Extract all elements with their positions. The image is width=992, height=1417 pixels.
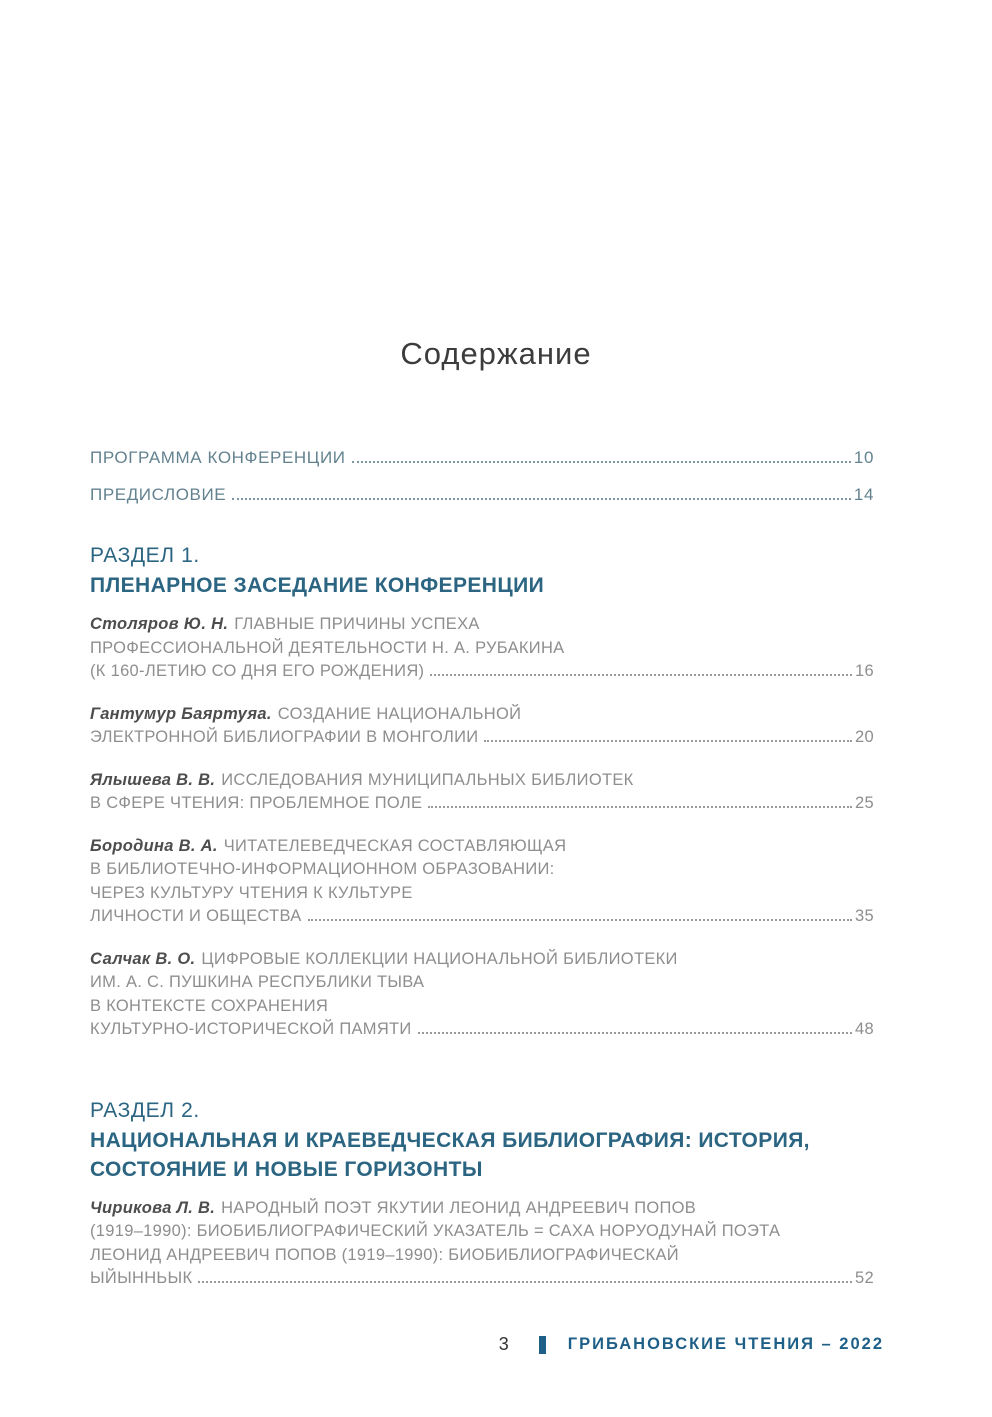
entry-title-line: СОЗДАНИЕ НАЦИОНАЛЬНОЙ bbox=[277, 704, 522, 723]
page-title: Содержание bbox=[400, 336, 592, 371]
entry-title-line: ГЛАВНЫЕ ПРИЧИНЫ УСПЕХА bbox=[234, 615, 480, 633]
entry-title-line: ЛЕОНИД АНДРЕЕВИЧ ПОПОВ (1919–1990): БИОБИБЛИОГРАФИЧЕСКАЙ bbox=[90, 1245, 679, 1264]
entry-title-line: ЫЙЫННЬЫК bbox=[90, 1269, 193, 1287]
toc-entry-yalysheva bbox=[90, 769, 874, 816]
toc-entry-gantumur bbox=[90, 703, 874, 750]
dot-leader bbox=[418, 1032, 852, 1034]
dot-leader bbox=[484, 740, 852, 742]
entry-title-line: НАРОДНЫЙ ПОЭТ ЯКУТИИ ЛЕОНИД АНДРЕЕВИЧ ПОПОВ bbox=[221, 1198, 697, 1217]
dot-leader bbox=[430, 674, 852, 676]
entry-page-number: 35 bbox=[855, 907, 874, 925]
toc-section-2 bbox=[90, 1096, 874, 1291]
footer-divider-bar bbox=[539, 1336, 546, 1354]
toc-entry-stolyarov bbox=[90, 613, 874, 684]
folio-page-number: 3 bbox=[498, 1334, 509, 1354]
section-label: РАЗДЕЛ 1. bbox=[90, 544, 200, 567]
section-label: РАЗДЕЛ 2. bbox=[90, 1098, 200, 1122]
entry-title-line: В КОНТЕКСТЕ СОХРАНЕНИЯ bbox=[90, 996, 329, 1015]
footer-edition-title: ГРИБАНОВСКИЕ ЧТЕНИЯ – 2022 bbox=[567, 1335, 884, 1353]
entry-author: Столяров Ю. Н. bbox=[90, 615, 229, 633]
section-title: ПЛЕНАРНОЕ ЗАСЕДАНИЕ КОНФЕРЕНЦИИ bbox=[90, 574, 545, 597]
entry-author: Гантумур Баяртуяа. bbox=[90, 704, 272, 723]
section-2-entries bbox=[90, 1197, 874, 1291]
dot-leader bbox=[232, 498, 851, 500]
entry-page-number: 52 bbox=[855, 1269, 874, 1287]
entry-page-number: 20 bbox=[855, 728, 874, 746]
dot-leader bbox=[352, 461, 851, 463]
front-item-page-number: 10 bbox=[853, 448, 874, 467]
entry-title-line: ИССЛЕДОВАНИЯ МУНИЦИПАЛЬНЫХ БИБЛИОТЕК bbox=[221, 770, 634, 789]
entry-title-line: ЧИТАТЕЛЕВЕДЧЕСКАЯ СОСТАВЛЯЮЩАЯ bbox=[223, 836, 567, 855]
toc-front-item-programme bbox=[90, 446, 874, 470]
entry-title-line: ЛИЧНОСТИ И ОБЩЕСТВА bbox=[90, 907, 302, 925]
dot-leader bbox=[308, 919, 853, 921]
entry-title-line: ИМ. А. С. ПУШКИНА РЕСПУБЛИКИ ТЫВА bbox=[90, 973, 425, 991]
toc-front-item-foreword bbox=[90, 483, 874, 507]
dot-leader bbox=[198, 1281, 852, 1283]
toc-content bbox=[0, 446, 992, 1291]
entry-title-line: В БИБЛИОТЕЧНО-ИНФОРМАЦИОННОМ ОБРАЗОВАНИИ: bbox=[90, 860, 555, 878]
entry-page-number: 48 bbox=[855, 1020, 874, 1038]
front-item-label: ПРОГРАММА КОНФЕРЕНЦИИ bbox=[90, 448, 346, 467]
front-item-page-number: 14 bbox=[853, 485, 874, 504]
entry-author: Чирикова Л. В. bbox=[90, 1198, 216, 1217]
entry-page-number: 25 bbox=[855, 794, 874, 812]
toc-entry-salchak bbox=[90, 948, 874, 1042]
entry-title-line: ЭЛЕКТРОННОЙ БИБЛИОГРАФИИ В МОНГОЛИИ bbox=[90, 728, 479, 746]
page-footer bbox=[90, 1334, 884, 1355]
toc-entry-chirikova bbox=[90, 1197, 874, 1291]
section-title: СОСТОЯНИЕ И НОВЫЕ ГОРИЗОНТЫ bbox=[90, 1157, 483, 1181]
entry-author: Бородина В. А. bbox=[90, 836, 218, 855]
front-item-label: ПРЕДИСЛОВИЕ bbox=[90, 485, 227, 504]
entry-author: Салчак В. О. bbox=[90, 949, 196, 968]
toc-section-1 bbox=[90, 541, 874, 1042]
toc-entry-borodina bbox=[90, 835, 874, 929]
dot-leader bbox=[428, 806, 852, 808]
entry-title-line: КУЛЬТУРНО-ИСТОРИЧЕСКОЙ ПАМЯТИ bbox=[90, 1020, 412, 1038]
entry-title-line: ЧЕРЕЗ КУЛЬТУРУ ЧТЕНИЯ К КУЛЬТУРЕ bbox=[90, 883, 413, 902]
entry-author: Ялышева В. В. bbox=[90, 770, 216, 789]
entry-title-line: ПРОФЕССИОНАЛЬНОЙ ДЕЯТЕЛЬНОСТИ Н. А. РУБАКИНА bbox=[90, 638, 565, 657]
entry-title-line: ЦИФРОВЫЕ КОЛЛЕКЦИИ НАЦИОНАЛЬНОЙ БИБЛИОТЕКИ bbox=[201, 949, 678, 968]
entry-title-line: В СФЕРЕ ЧТЕНИЯ: ПРОБЛЕМНОЕ ПОЛЕ bbox=[90, 794, 423, 812]
section-1-entries bbox=[90, 613, 874, 1042]
entry-title-line: (К 160-ЛЕТИЮ СО ДНЯ ЕГО РОЖДЕНИЯ) bbox=[90, 662, 425, 680]
section-title: НАЦИОНАЛЬНАЯ И КРАЕВЕДЧЕСКАЯ БИБЛИОГРАФИЯ: ИСТОРИЯ, bbox=[90, 1128, 810, 1152]
entry-title-line: (1919–1990): БИОБИБЛИОГРАФИЧЕСКИЙ УКАЗАТЕЛЬ = САХА НОРУОДУНАЙ ПОЭТА bbox=[90, 1222, 781, 1240]
entry-page-number: 16 bbox=[855, 662, 874, 680]
